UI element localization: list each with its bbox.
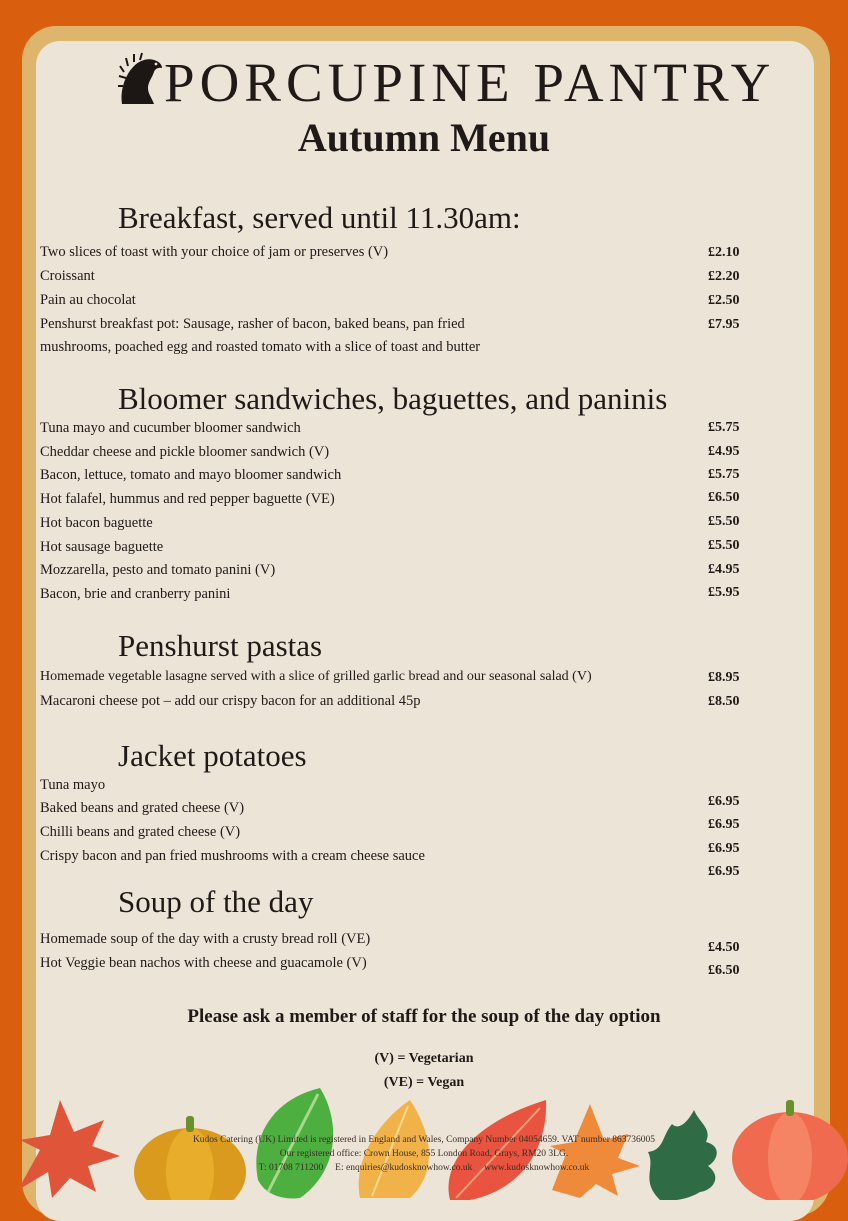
menu-title: Autumn Menu — [297, 115, 551, 160]
footer-contact: T: 01708 711200 E: enquiries@kudosknowhow.co.uk www.kudosknowhow.co.uk — [258, 1163, 590, 1173]
menu-item: Tuna mayo — [40, 777, 106, 793]
menu-item-price: £2.50 — [708, 293, 740, 308]
menu-item-price: £6.50 — [708, 490, 740, 505]
porcupine-logo-icon — [118, 52, 164, 108]
brand-name: PORCUPINE PANTRY — [164, 52, 776, 113]
menu-item: Homemade soup of the day with a crusty bread roll (VE) — [40, 931, 371, 947]
menu-item-price: £5.75 — [708, 420, 740, 435]
staff-note: Please ask a member of staff for the soup of the day option — [187, 1006, 661, 1027]
menu-item-price: £6.95 — [708, 817, 740, 832]
menu-item: Macaroni cheese pot – add our crispy bacon for an additional 45p — [40, 693, 421, 709]
menu-item: Homemade vegetable lasagne served with a slice of grilled garlic bread and our seasonal salad (V) — [40, 669, 592, 684]
menu-item-continued: mushrooms, poached egg and roasted tomato with a slice of toast and butter — [40, 339, 481, 355]
section-heading-breakfast: Breakfast, served until 11.30am: — [118, 200, 521, 235]
menu-item-price: £4.95 — [708, 562, 740, 577]
menu-item-price: £4.95 — [708, 444, 740, 459]
menu-item: Pain au chocolat — [40, 292, 136, 308]
menu-item: Hot sausage baguette — [40, 539, 164, 555]
menu-item: Penshurst breakfast pot: Sausage, rasher of bacon, baked beans, pan fried — [40, 316, 465, 332]
menu-item-price: £6.50 — [708, 963, 740, 978]
menu-item-price: £5.75 — [708, 467, 740, 482]
vegetarian-key: (V) = Vegetarian — [374, 1051, 474, 1066]
menu-item: Tuna mayo and cucumber bloomer sandwich — [40, 420, 301, 436]
menu-item: Two slices of toast with your choice of jam or preserves (V) — [40, 244, 389, 260]
footer-company: Kudos Catering (UK) Limited is registered in England and Wales, Company Number 04054659. VAT number 863736005 — [192, 1135, 656, 1145]
menu-item: Chilli beans and grated cheese (V) — [40, 824, 241, 840]
menu-item: Mozzarella, pesto and tomato panini (V) — [40, 562, 276, 578]
footer-address: Our registered office: Crown House, 855 London Road, Grays, RM20 3LG. — [279, 1149, 569, 1159]
menu-item: Croissant — [40, 268, 95, 284]
menu-item: Bacon, brie and cranberry panini — [40, 586, 231, 602]
menu-item-price: £6.95 — [708, 794, 740, 809]
menu-item-price: £2.10 — [708, 245, 740, 260]
menu-item-price: £2.20 — [708, 269, 740, 284]
section-heading-pastas: Penshurst pastas — [118, 628, 323, 663]
menu-item-price: £5.50 — [708, 514, 740, 529]
menu-item: Hot Veggie bean nachos with cheese and guacamole (V) — [40, 955, 367, 971]
menu-item: Hot falafel, hummus and red pepper baguette (VE) — [40, 491, 335, 507]
menu-item-price: £5.95 — [708, 585, 740, 600]
vegan-key: (VE) = Vegan — [383, 1075, 465, 1090]
menu-item-price: £8.50 — [708, 694, 740, 709]
menu-item-price: £6.95 — [708, 864, 740, 879]
menu-item: Baked beans and grated cheese (V) — [40, 800, 245, 816]
menu-item-price: £8.95 — [708, 670, 740, 685]
menu-item: Bacon, lettuce, tomato and mayo bloomer sandwich — [40, 467, 342, 483]
menu-item: Cheddar cheese and pickle bloomer sandwich (V) — [40, 444, 330, 460]
section-heading-jackets: Jacket potatoes — [118, 738, 307, 773]
menu-item: Hot bacon baguette — [40, 515, 153, 531]
menu-item: Crispy bacon and pan fried mushrooms with a cream cheese sauce — [40, 848, 425, 864]
section-heading-sandwiches: Bloomer sandwiches, baguettes, and paninis — [118, 381, 668, 416]
section-heading-soup: Soup of the day — [118, 884, 314, 919]
menu-item-price: £5.50 — [708, 538, 740, 553]
menu-item-price: £7.95 — [708, 317, 740, 332]
menu-item-price: £6.95 — [708, 841, 740, 856]
menu-item-price: £4.50 — [708, 940, 740, 955]
